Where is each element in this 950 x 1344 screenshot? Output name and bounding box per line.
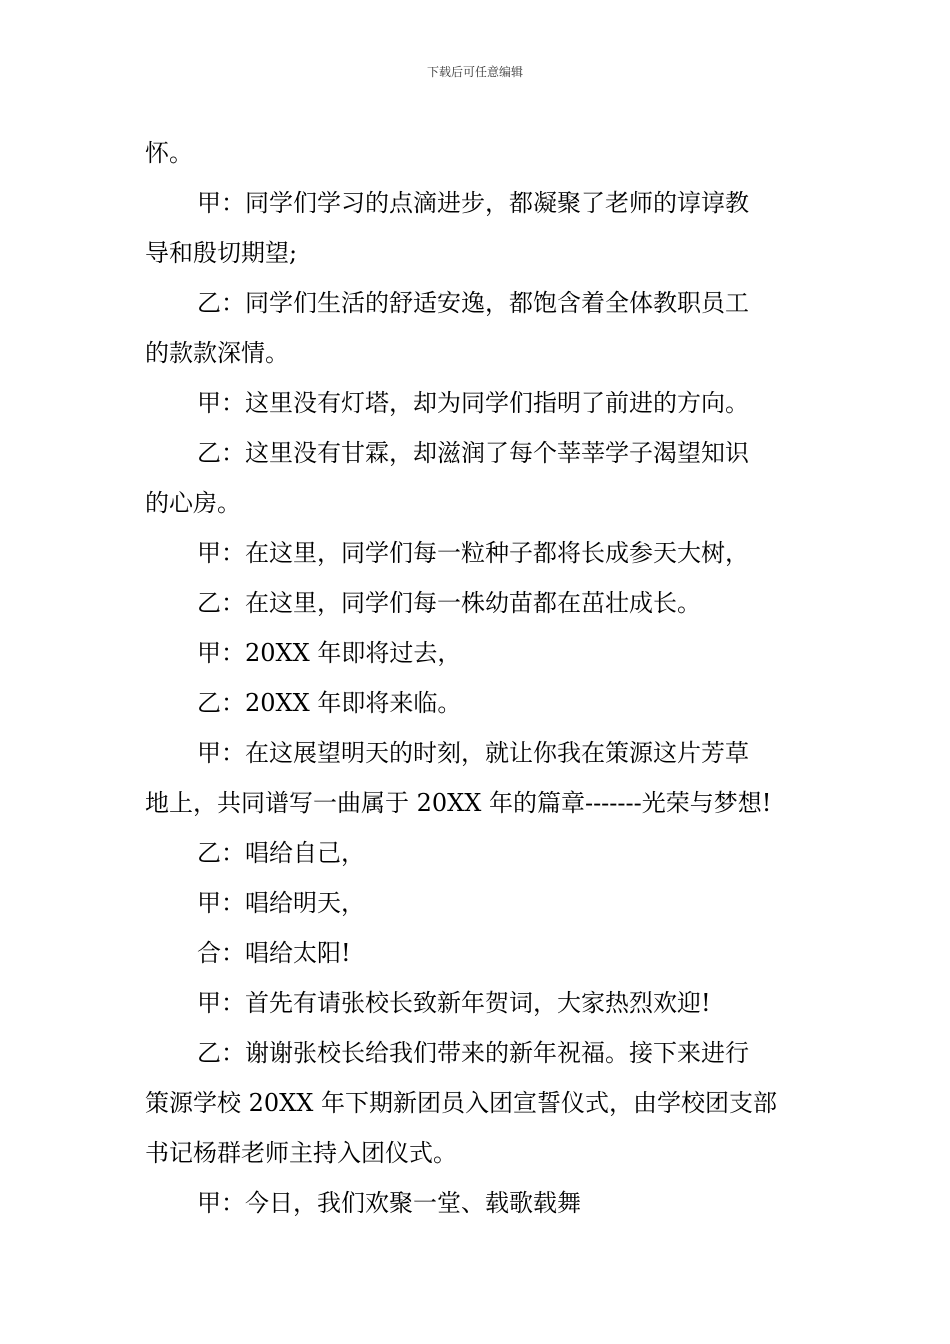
text-line: 乙：唱给自己，: [197, 839, 365, 867]
text-line: 书记杨群老师主持入团仪式。: [145, 1139, 457, 1167]
text-line: 的心房。: [145, 489, 241, 517]
text-line: 的款款深情。: [145, 339, 289, 367]
text-line: 甲：在这展望明天的时刻，就让你我在策源这片芳草: [197, 739, 749, 767]
text-line: 甲：首先有请张校长致新年贺词，大家热烈欢迎!: [197, 989, 711, 1017]
text-line: 甲：今日，我们欢聚一堂、载歌载舞: [197, 1189, 581, 1217]
text-line: 甲：20XX 年即将过去，: [197, 639, 462, 667]
text-line: 甲：在这里，同学们每一粒种子都将长成参天大树，: [197, 539, 749, 567]
document-body: [145, 128, 815, 1228]
text-line: 地上，共同谱写一曲属于 20XX 年的篇章-------光荣与梦想!: [145, 789, 772, 817]
text-line: 乙：这里没有甘霖，却滋润了每个莘莘学子渴望知识: [197, 439, 749, 467]
text-line: 策源学校 20XX 年下期新团员入团宣誓仪式，由学校团支部: [145, 1089, 777, 1117]
text-line: 甲：这里没有灯塔，却为同学们指明了前进的方向。: [197, 389, 749, 417]
text-line: 怀。: [145, 139, 193, 167]
text-line: 合：唱给太阳!: [197, 939, 351, 967]
text-line: 甲：唱给明天，: [197, 889, 365, 917]
text-line: 导和殷切期望;: [145, 239, 298, 267]
text-line: 乙：谢谢张校长给我们带来的新年祝福。接下来进行: [197, 1039, 749, 1067]
page-header-note: 下载后可任意编辑: [426, 65, 523, 79]
text-line: 甲：同学们学习的点滴进步，都凝聚了老师的谆谆教: [197, 189, 749, 217]
text-line: 乙：20XX 年即将来临。: [197, 689, 462, 717]
text-line: 乙：在这里，同学们每一株幼苗都在茁壮成长。: [197, 589, 701, 617]
text-line: 乙：同学们生活的舒适安逸，都饱含着全体教职员工: [197, 289, 749, 317]
